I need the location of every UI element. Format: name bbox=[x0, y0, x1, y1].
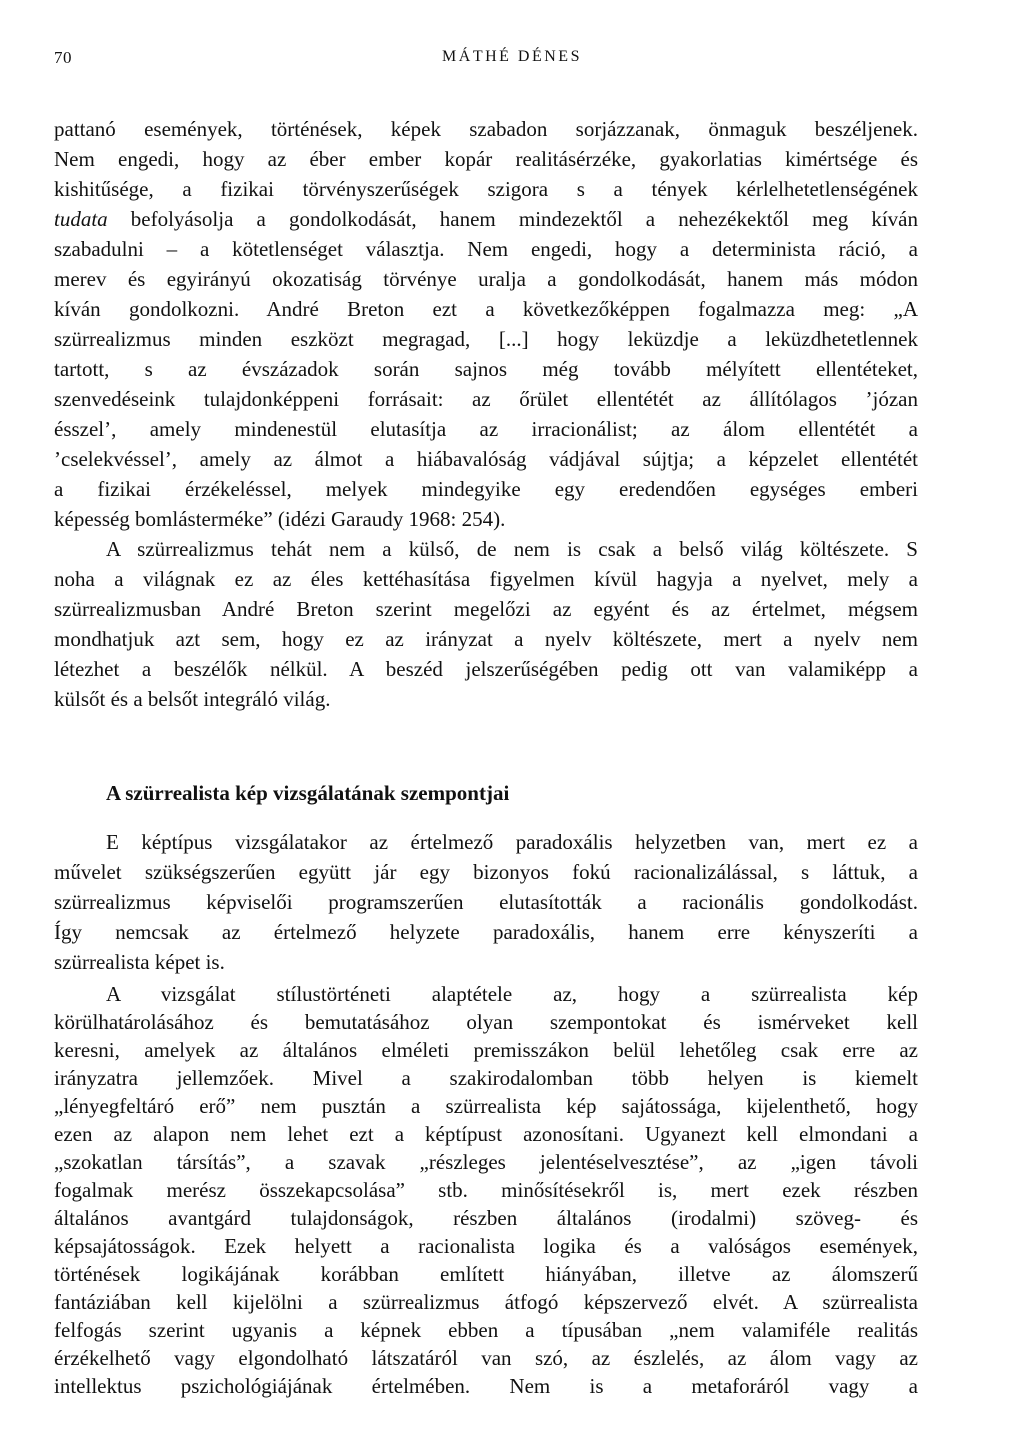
text-line: „szokatlan társítás”, a szavak „részleges jelentéselvesztése”, az „igen távoli bbox=[54, 1150, 918, 1174]
text-line: intellektus pszichológiájának értelmében. Nem is a metaforáról vagy a bbox=[54, 1374, 918, 1398]
text-line: A vizsgálat stílustörténeti alaptétele az, hogy a szürrealista kép bbox=[106, 982, 918, 1006]
text-line: szabadulni – a kötetlenséget választja. Nem engedi, hogy a determinista ráció, a bbox=[54, 237, 918, 261]
text-line: tudata befolyásolja a gondolkodását, hanem mindezektől a nehezékektől meg kíván bbox=[54, 207, 918, 231]
text-line: külsőt és a belsőt integráló világ. bbox=[54, 687, 331, 711]
text-line: felfogás szerint ugyanis a képnek ebben a típusában „nem valamiféle realitás bbox=[54, 1318, 918, 1342]
text-line: fogalmak merész összekapcsolása” stb. minősítésekről is, mert ezek részben bbox=[54, 1178, 918, 1202]
text-line: merev és egyirányú okozatiság törvénye uralja a gondolkodását, hanem más módon bbox=[54, 267, 918, 291]
text-line: szürrealizmus képviselői programszerűen elutasították a racionális gondolkodást. bbox=[54, 890, 918, 914]
text-line: érzékelhető vagy elgondolható látszatáról van szó, az észlelés, az álom vagy az bbox=[54, 1346, 918, 1370]
text-line: Nem engedi, hogy az éber ember kopár realitásérzéke, gyakorlatias kimértsége és bbox=[54, 147, 918, 171]
text-line: általános avantgárd tulajdonságok, részben általános (irodalmi) szöveg- és bbox=[54, 1206, 918, 1230]
text-line: történések logikájának korábban említett hiányában, illetve az álomszerű bbox=[54, 1262, 918, 1286]
text-line: ezen az alapon nem lehet ezt a képtípust azonosítani. Ugyanezt kell elmondani a bbox=[54, 1122, 918, 1146]
section-heading: A szürrealista kép vizsgálatának szempontjai bbox=[106, 781, 510, 805]
running-head: MÁTHÉ DÉNES bbox=[442, 48, 582, 65]
text-line: fantáziában kell kijelölni a szürrealizmus átfogó képszervező elvét. A szürrealista bbox=[54, 1290, 918, 1314]
page-number: 70 bbox=[54, 48, 72, 67]
text-line: kíván gondolkozni. André Breton ezt a következőképpen fogalmazza meg: „A bbox=[54, 297, 918, 321]
text-line: művelet szükségszerűen együtt jár egy bizonyos fokú racionalizálással, s láttuk, a bbox=[54, 860, 918, 884]
text-line: Így nemcsak az értelmező helyzete paradoxális, hanem erre kényszeríti a bbox=[54, 920, 918, 944]
text-line: A szürrealizmus tehát nem a külső, de nem is csak a belső világ költészete. S bbox=[106, 537, 918, 561]
text-line: létezhet a beszélők nélkül. A beszéd jelszerűségében pedig ott van valamiképp a bbox=[54, 657, 918, 681]
text-line: keresni, amelyek az általános elméleti premisszákon belül lehetőleg csak erre az bbox=[54, 1038, 918, 1062]
text-line: körülhatárolásához és bemutatásához olyan szempontokat és ismérveket kell bbox=[54, 1010, 918, 1034]
text-line: E képtípus vizsgálatakor az értelmező paradoxális helyzetben van, mert ez a bbox=[106, 830, 918, 854]
text-line: noha a világnak ez az éles kettéhasítása figyelmen kívül hagyja a nyelvet, mely a bbox=[54, 567, 918, 591]
text-line: szenvedéseink tulajdonképpeni forrásait: az őrület ellentétét az állítólagos ’józan bbox=[54, 387, 918, 411]
text-line: ’cselekvéssel’, amely az álmot a hiábavalóság vádjával sújtja; a képzelet ellentétét bbox=[54, 447, 918, 471]
text-line: tartott, s az évszázadok során sajnos még tovább mélyített ellentéteket, bbox=[54, 357, 918, 381]
text-line: ésszel’, amely mindenestül elutasítja az irracionálist; az álom ellentétét a bbox=[54, 417, 918, 441]
text-line: a fizikai érzékeléssel, melyek mindegyike egy eredendően egységes emberi bbox=[54, 477, 918, 501]
text-line: szürrealizmusban André Breton szerint megelőzi az egyént és az értelmet, mégsem bbox=[54, 597, 918, 621]
text-line: szürrealista képet is. bbox=[54, 950, 225, 974]
text-line: képesség bomlásterméke” (idézi Garaudy 1968: 254). bbox=[54, 507, 506, 531]
text-line: irányzatra jellemzőek. Mivel a szakirodalomban több helyen is kiemelt bbox=[54, 1066, 918, 1090]
text-line: kishitűsége, a fizikai törvényszerűségek szigora s a tények kérlelhetetlenségének bbox=[54, 177, 918, 201]
text-line: mondhatjuk azt sem, hogy ez az irányzat a nyelv költészete, mert a nyelv nem bbox=[54, 627, 918, 651]
italic-word: tudata bbox=[54, 207, 108, 231]
text-line: képsajátosságok. Ezek helyett a racionalista logika és a valóságos események, bbox=[54, 1234, 918, 1258]
text-line: pattanó események, történések, képek szabadon sorjázzanak, önmaguk beszéljenek. bbox=[54, 117, 918, 141]
text-line: szürrealizmus minden eszközt megragad, [...] hogy leküzdje a leküzdhetetlennek bbox=[54, 327, 918, 351]
text-line: „lényegfeltáró erő” nem pusztán a szürrealista kép sajátossága, kijelenthető, hogy bbox=[54, 1094, 918, 1118]
